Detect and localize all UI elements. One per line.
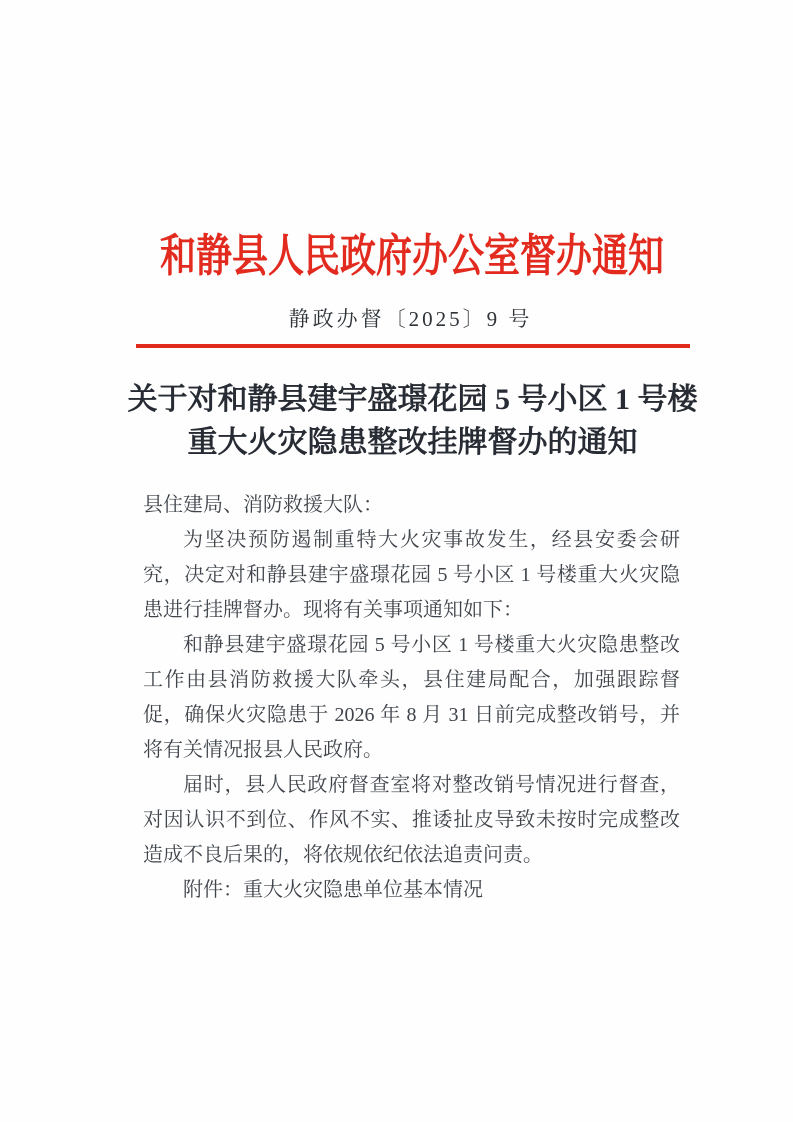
- document-body: [143, 488, 680, 908]
- masthead-title-text: 和静县人民政府办公室督办通知: [160, 231, 665, 281]
- masthead-title: [16, 219, 793, 284]
- red-divider: [136, 344, 690, 348]
- body-paragraph-3: 届时，县人民政府督查室将对整改销号情况进行督查，对因认识不到位、作风不实、推诿扯皮导致未按时完成整改造成不良后果的，将依规依纪依法追责问责。: [143, 774, 680, 866]
- attachment-line: 附件：重大火灾隐患单位基本情况: [183, 879, 483, 901]
- document-title-line1: 关于对和静县建宇盛璟花园 5 号小区 1 号楼: [127, 383, 698, 416]
- body-paragraph-2: 和静县建宇盛璟花园 5 号小区 1 号楼重大火灾隐患整改工作由县消防救援大队牵头，县住建局配合，加强跟踪督促，确保火灾隐患于 2026 年 8 月 31 日前完成整改销号，并将有关情况报县人民政府。: [143, 634, 680, 761]
- doc-number: 静政办督〔2025〕9 号: [288, 307, 533, 331]
- document-title: [16, 378, 793, 464]
- body-paragraph-1: 为坚决预防遏制重特大火灾事故发生，经县安委会研究，决定对和静县建宇盛璟花园 5 号小区 1 号楼重大火灾隐患进行挂牌督办。现将有关事项通知如下：: [143, 529, 680, 621]
- salutation: 县住建局、消防救援大队：: [143, 494, 383, 516]
- document-title-line2: 重大火灾隐患整改挂牌督办的通知: [187, 426, 638, 459]
